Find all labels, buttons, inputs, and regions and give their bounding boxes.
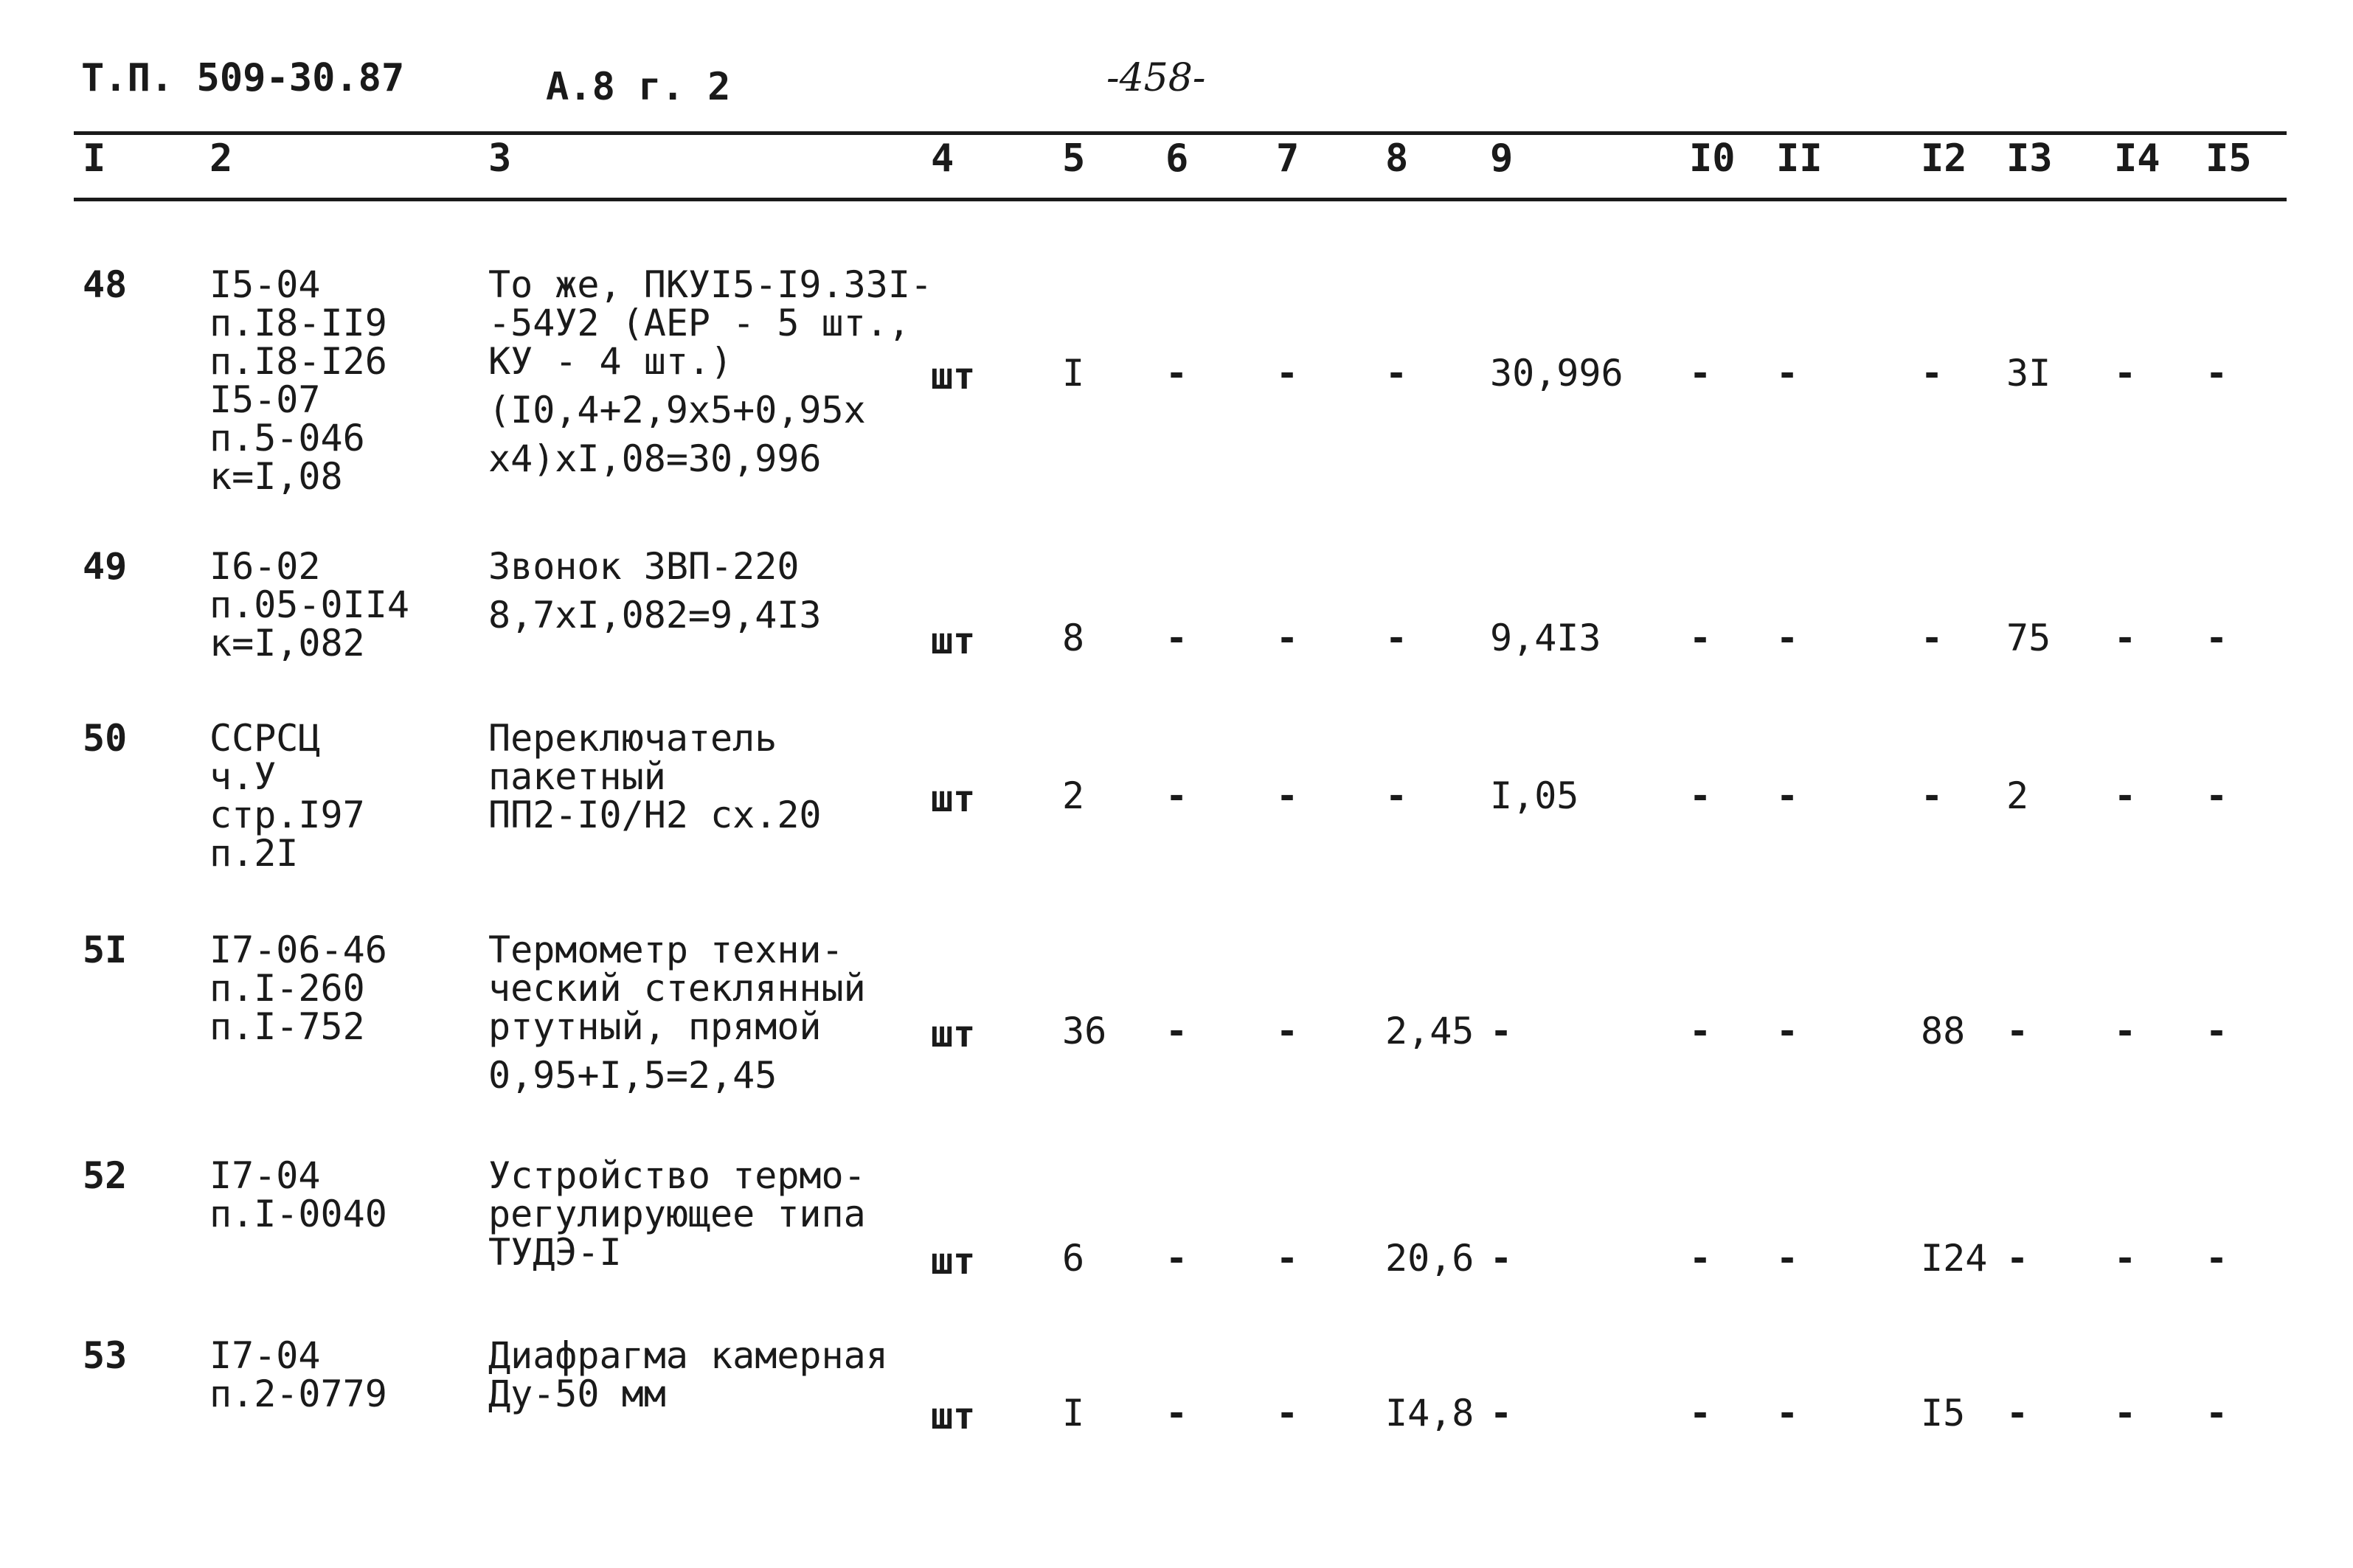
- col-7-value: -: [1276, 1010, 1299, 1052]
- quantity: I: [1062, 352, 1085, 395]
- col-9-value: -: [1490, 1392, 1513, 1435]
- norm-code: [209, 719, 365, 873]
- col-7-value: -: [1276, 1237, 1299, 1280]
- norm-code: [209, 263, 387, 498]
- col-7-value: -: [1276, 352, 1299, 395]
- norm-code-line: ССРСЦ: [209, 717, 321, 760]
- col-6-value: -: [1165, 1392, 1188, 1435]
- quantity: 6: [1062, 1237, 1085, 1280]
- calculation-line: х4)хI,08=30,996: [488, 437, 822, 480]
- col-13-value: 3I: [2006, 352, 2051, 395]
- col-8-value: I4,8: [1385, 1392, 1474, 1435]
- item-description: [488, 719, 822, 834]
- page-number: -458-: [1106, 56, 1206, 100]
- col-12-value: -: [1921, 617, 1944, 659]
- item-description: [488, 931, 866, 1095]
- norm-code-line: п.I8-II9: [209, 302, 387, 344]
- album-reference: А.8 г. 2: [546, 65, 731, 109]
- quantity: I: [1062, 1392, 1085, 1435]
- row-number: 53: [83, 1334, 128, 1377]
- col-7-value: -: [1276, 617, 1299, 659]
- row-number: 50: [83, 717, 128, 760]
- column-header-6: 6: [1165, 136, 1189, 181]
- header-bottom-rule: [74, 198, 2287, 201]
- quantity: 2: [1062, 774, 1085, 817]
- col-8-value: -: [1385, 352, 1408, 395]
- unit: шт: [931, 620, 976, 662]
- item-name-line: Устройство термо-: [488, 1154, 866, 1197]
- col-11-value: -: [1776, 352, 1799, 395]
- col-15-value: -: [2205, 774, 2228, 817]
- col-8-value: -: [1385, 617, 1408, 659]
- column-header-7: 7: [1276, 136, 1300, 181]
- norm-code-line: п.I-0040: [209, 1193, 387, 1235]
- column-header-1: I: [83, 136, 106, 181]
- norm-code: [209, 545, 409, 665]
- col-14-value: -: [2114, 1237, 2137, 1280]
- norm-code-line: ч.У: [209, 755, 277, 798]
- col-11-value: -: [1776, 1237, 1799, 1280]
- col-13-value: -: [2006, 1392, 2029, 1435]
- quantity: 8: [1062, 617, 1085, 659]
- col-13-value: -: [2006, 1237, 2029, 1280]
- col-6-value: -: [1165, 774, 1188, 817]
- header-top-rule: [74, 131, 2287, 135]
- norm-code-line: п.05-0II4: [209, 583, 409, 626]
- col-9-value: -: [1490, 1010, 1513, 1052]
- calculation-line: 8,7хI,082=9,4I3: [488, 594, 822, 636]
- item-name-line: регулирующее типа: [488, 1193, 866, 1235]
- row-number: 48: [83, 263, 128, 306]
- col-9-value: 30,996: [1490, 352, 1623, 395]
- norm-code: [209, 1336, 387, 1413]
- col-15-value: -: [2205, 352, 2228, 395]
- col-13-value: 2: [2006, 774, 2029, 817]
- unit: шт: [931, 1395, 976, 1437]
- col-6-value: -: [1165, 617, 1188, 659]
- col-14-value: -: [2114, 352, 2137, 395]
- column-header-4: 4: [931, 136, 954, 181]
- col-10-value: -: [1689, 352, 1712, 395]
- col-15-value: -: [2205, 1237, 2228, 1280]
- column-header-14: I4: [2114, 136, 2160, 181]
- col-12-value: -: [1921, 774, 1944, 817]
- unit: шт: [931, 1013, 976, 1055]
- unit: шт: [931, 355, 976, 398]
- norm-code-line: I7-06-46: [209, 929, 387, 971]
- item-name-line: -54У2 (АЕР - 5 шт.,: [488, 302, 910, 344]
- item-name-line: КУ - 4 шт.): [488, 340, 733, 383]
- col-11-value: -: [1776, 617, 1799, 659]
- item-name-line: Ду-50 мм: [488, 1373, 666, 1415]
- norm-code-line: п.2-0779: [209, 1373, 387, 1415]
- quantity: 36: [1062, 1010, 1107, 1052]
- norm-code-line: п.I-260: [209, 967, 365, 1010]
- col-15-value: -: [2205, 1392, 2228, 1435]
- column-header-11: II: [1776, 136, 1823, 181]
- item-name-line: Диафрагма камерная: [488, 1334, 888, 1377]
- norm-code-line: I5-07: [209, 378, 321, 421]
- item-description: [488, 1156, 866, 1272]
- column-header-15: I5: [2205, 136, 2252, 181]
- col-10-value: -: [1689, 1392, 1712, 1435]
- item-description: [488, 547, 822, 634]
- norm-code-line: I6-02: [209, 545, 321, 588]
- col-7-value: -: [1276, 1392, 1299, 1435]
- col-9-value: -: [1490, 1237, 1513, 1280]
- col-8-value: -: [1385, 774, 1408, 817]
- column-header-12: I2: [1921, 136, 1967, 181]
- col-11-value: -: [1776, 774, 1799, 817]
- norm-code-line: I7-04: [209, 1154, 321, 1197]
- col-11-value: -: [1776, 1392, 1799, 1435]
- calculation-line: 0,95+I,5=2,45: [488, 1054, 777, 1097]
- col-14-value: -: [2114, 1010, 2137, 1052]
- item-name-line: ПП2-I0/Н2 сх.20: [488, 794, 822, 836]
- col-15-value: -: [2205, 1010, 2228, 1052]
- norm-code-line: I5-04: [209, 263, 321, 306]
- col-8-value: 2,45: [1385, 1010, 1474, 1052]
- col-12-value: -: [1921, 352, 1944, 395]
- col-10-value: -: [1689, 774, 1712, 817]
- col-6-value: -: [1165, 1237, 1188, 1280]
- col-6-value: -: [1165, 1010, 1188, 1052]
- row-number: 5I: [83, 929, 128, 971]
- norm-code: [209, 931, 387, 1046]
- row-number: 52: [83, 1154, 128, 1197]
- norm-code-line: п.I8-I26: [209, 340, 387, 383]
- col-9-value: I,05: [1490, 774, 1579, 817]
- col-13-value: -: [2006, 1010, 2029, 1052]
- norm-code-line: п.5-046: [209, 417, 365, 459]
- item-name-line: ческий стеклянный: [488, 967, 866, 1010]
- column-header-13: I3: [2006, 136, 2053, 181]
- column-header-8: 8: [1385, 136, 1409, 181]
- norm-code-line: стр.I97: [209, 794, 365, 836]
- column-header-3: 3: [488, 136, 512, 181]
- item-name-line: ТУДЭ-I: [488, 1231, 622, 1274]
- col-12-value: I24: [1921, 1237, 1988, 1280]
- col-8-value: 20,6: [1385, 1237, 1474, 1280]
- col-12-value: 88: [1921, 1010, 1966, 1052]
- col-10-value: -: [1689, 1010, 1712, 1052]
- item-description: [488, 263, 933, 480]
- item-description: [488, 1336, 888, 1413]
- col-6-value: -: [1165, 352, 1188, 395]
- norm-code-line: п.2I: [209, 832, 299, 875]
- col-15-value: -: [2205, 617, 2228, 659]
- col-14-value: -: [2114, 1392, 2137, 1435]
- item-name-line: ртутный, прямой: [488, 1005, 822, 1048]
- row-number: 49: [83, 545, 128, 588]
- column-header-10: I0: [1689, 136, 1736, 181]
- column-header-2: 2: [209, 136, 233, 181]
- unit: шт: [931, 777, 976, 820]
- column-header-5: 5: [1062, 136, 1086, 181]
- calculation-line: (I0,4+2,9х5+0,95х: [488, 389, 866, 431]
- norm-code-line: к=I,08: [209, 455, 343, 498]
- col-11-value: -: [1776, 1010, 1799, 1052]
- unit: шт: [931, 1240, 976, 1283]
- item-name-line: Переключатель: [488, 717, 777, 760]
- col-10-value: -: [1689, 1237, 1712, 1280]
- column-header-9: 9: [1490, 136, 1514, 181]
- col-9-value: 9,4I3: [1490, 617, 1601, 659]
- col-14-value: -: [2114, 617, 2137, 659]
- col-14-value: -: [2114, 774, 2137, 817]
- col-7-value: -: [1276, 774, 1299, 817]
- item-name-line: пакетный: [488, 755, 666, 798]
- document-code: Т.П. 509-30.87: [81, 56, 405, 100]
- norm-code-line: к=I,082: [209, 622, 365, 665]
- item-name-line: То же, ПКУI5-I9.33I-: [488, 263, 933, 306]
- norm-code: [209, 1156, 387, 1233]
- item-name-line: Термометр техни-: [488, 929, 844, 971]
- norm-code-line: I7-04: [209, 1334, 321, 1377]
- col-12-value: I5: [1921, 1392, 1966, 1435]
- col-13-value: 75: [2006, 617, 2051, 659]
- item-name-line: Звонок ЗВП-220: [488, 545, 800, 588]
- col-10-value: -: [1689, 617, 1712, 659]
- norm-code-line: п.I-752: [209, 1005, 365, 1048]
